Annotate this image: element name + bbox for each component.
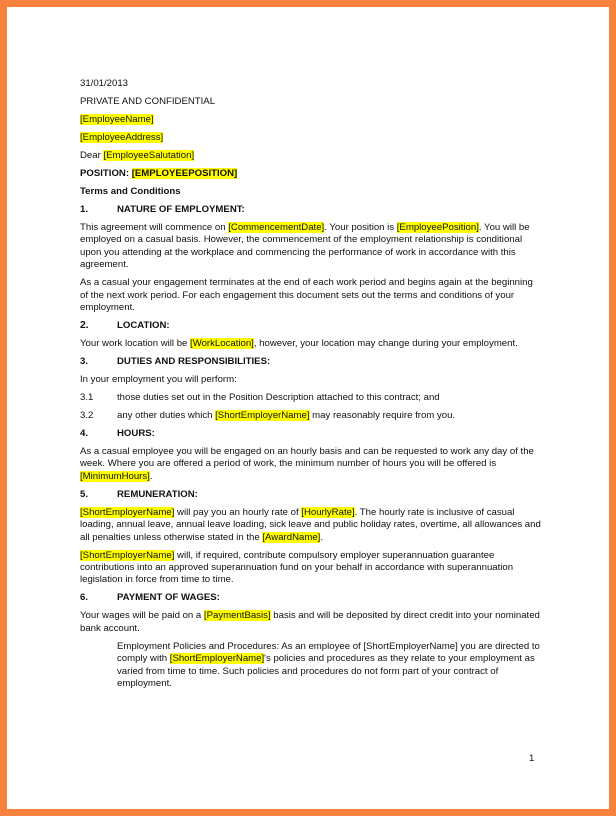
section-6-paragraph-2 bbox=[80, 641, 543, 691]
section-number: 4. bbox=[80, 428, 89, 440]
section-heading-1 bbox=[80, 204, 543, 216]
merge-field: [ShortEmployerName] bbox=[80, 506, 175, 518]
section-2-paragraph bbox=[80, 338, 543, 350]
merge-field: [WorkLocation] bbox=[190, 338, 254, 350]
body-text: . The hourly rate is inclusive of casual loading, annual leave, annual leave loading, sick leave and public holiday rates, overtime, all allowances and all penalties unless otherwise stated in the bbox=[80, 506, 541, 543]
body-text: . bbox=[320, 531, 324, 543]
position-label: POSITION: bbox=[80, 168, 132, 179]
body-text: Employment Policies and Procedures: As an employee of [ShortEmployerName] you are directed to comply with bbox=[117, 640, 540, 665]
section-5-paragraph-1 bbox=[80, 507, 543, 544]
terms-heading bbox=[80, 186, 543, 198]
salutation-line bbox=[80, 150, 543, 162]
body-text: . Your position is bbox=[324, 222, 397, 233]
section-heading-6 bbox=[80, 592, 543, 604]
section-title: LOCATION: bbox=[117, 320, 170, 332]
section-number: 1. bbox=[80, 204, 89, 215]
body-text: . You will be employed on a casual basis. However, the commencement of the employment relationship is conditional upon you attending at the workplace and commencing the performance of work in accordance with this agreement. bbox=[80, 222, 530, 271]
confidential-label: PRIVATE AND CONFIDENTIAL bbox=[80, 96, 216, 107]
list-item-3-1 bbox=[80, 392, 543, 404]
section-number: 3. bbox=[80, 356, 89, 368]
merge-field: [MinimumHours] bbox=[80, 470, 150, 482]
body-text: may reasonably require from you. bbox=[309, 410, 456, 422]
list-item-3-2 bbox=[80, 410, 543, 422]
body-text: , however, your location may change during your employment. bbox=[253, 338, 518, 350]
merge-field: [EmployeeAddress] bbox=[80, 132, 164, 143]
section-title: PAYMENT OF WAGES: bbox=[117, 592, 220, 604]
body-text: As a casual employee you will be engaged on an hourly basis and can be requested to work any day of the week. Where you are offered a period of work, the minimum number of hours you will be offered is bbox=[80, 446, 534, 470]
merge-field: [ShortEmployerName] bbox=[169, 653, 265, 665]
body-text: any other duties which bbox=[117, 410, 216, 422]
list-number: 3.1 bbox=[80, 392, 94, 404]
section-heading-4 bbox=[80, 428, 543, 440]
dear-text: Dear bbox=[80, 150, 104, 161]
employee-address-field bbox=[80, 132, 543, 144]
body-text: will, if required, contribute compulsory employer superannuation guarantee contributions into an approved superannuation fund on your behalf in accordance with superannuation legislation in force from time to time. bbox=[80, 549, 514, 586]
section-heading-5 bbox=[80, 489, 543, 501]
body-text: will pay you an hourly rate of bbox=[174, 506, 302, 518]
section-title: DUTIES AND RESPONSIBILITIES: bbox=[117, 356, 271, 368]
section-heading-2 bbox=[80, 320, 543, 332]
section-6-paragraph-1 bbox=[80, 610, 543, 635]
letter-date: 31/01/2013 bbox=[80, 78, 129, 89]
section-title: REMUNERATION: bbox=[117, 488, 198, 500]
merge-field: [PaymentBasis] bbox=[203, 610, 271, 622]
body-text: . bbox=[149, 470, 153, 482]
merge-field: [CommencementDate] bbox=[228, 222, 325, 233]
body-text: This agreement will commence on bbox=[80, 222, 229, 233]
section-number: 2. bbox=[80, 320, 89, 332]
section-title: HOURS: bbox=[117, 428, 155, 440]
section-number: 5. bbox=[80, 488, 89, 500]
merge-field: [EmployeeSalutation] bbox=[103, 150, 195, 161]
section-heading-3 bbox=[80, 356, 543, 368]
document-page bbox=[7, 7, 609, 809]
section-3-intro: In your employment you will perform: bbox=[80, 374, 237, 386]
terms-heading-text: Terms and Conditions bbox=[80, 186, 181, 197]
merge-field: [ShortEmployerName] bbox=[80, 549, 175, 561]
page-number: 1 bbox=[529, 753, 535, 764]
section-1-paragraph-1 bbox=[80, 222, 543, 272]
merge-field: [EmployeePosition] bbox=[396, 222, 479, 233]
list-text bbox=[117, 410, 455, 422]
employee-name-field bbox=[80, 114, 543, 126]
section-4-paragraph bbox=[80, 446, 543, 483]
document-body bbox=[80, 78, 543, 696]
body-text: basis and will be deposited by direct credit into your nominated bank account. bbox=[80, 610, 540, 634]
merge-field: [ShortEmployerName] bbox=[215, 410, 310, 422]
position-line bbox=[80, 168, 543, 180]
merge-field: [EmployeeName] bbox=[80, 114, 154, 125]
body-text: Your wages will be paid on a bbox=[80, 610, 204, 622]
merge-field: [EMPLOYEEPOSITION] bbox=[131, 168, 238, 179]
merge-field: [AwardName] bbox=[262, 531, 321, 543]
body-text: 's policies and procedures as they relate to your employment as varied from time to time. Such policies and procedures do not form part of your contract of employment. bbox=[117, 653, 535, 690]
list-text: those duties set out in the Position Description attached to this contract; and bbox=[117, 392, 440, 404]
section-1-paragraph-2: As a casual your engagement terminates at the end of each work period and begins again at the beginning of the next work period. For each engagement this document sets out the terms and conditions of your employment. bbox=[80, 277, 533, 314]
body-text: Your work location will be bbox=[80, 338, 191, 350]
section-5-paragraph-2 bbox=[80, 550, 543, 587]
merge-field: [HourlyRate] bbox=[301, 506, 355, 518]
section-number: 6. bbox=[80, 592, 89, 604]
list-number: 3.2 bbox=[80, 410, 94, 422]
section-title: NATURE OF EMPLOYMENT: bbox=[117, 204, 245, 215]
